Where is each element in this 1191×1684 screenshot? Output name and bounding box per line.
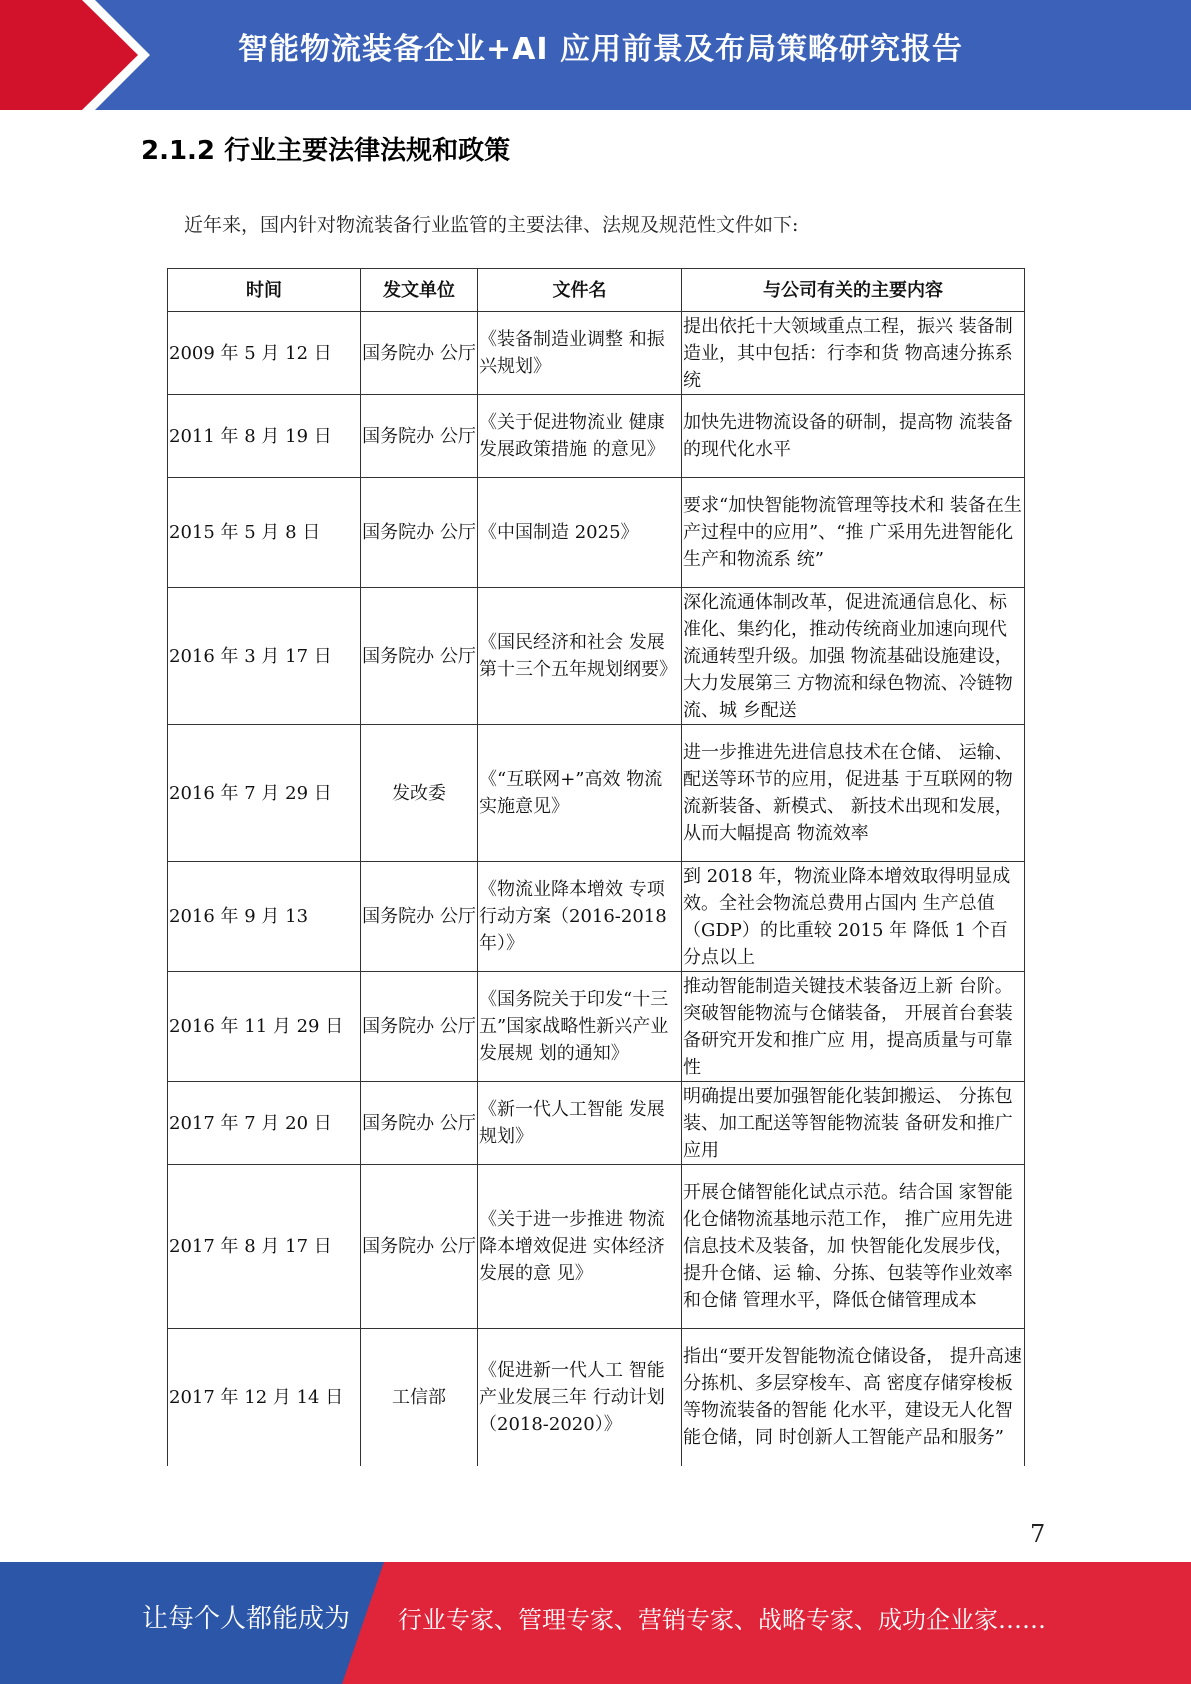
row-date: 2017 年 12 月 14 日 xyxy=(168,1329,361,1466)
row-content: 明确提出要加强智能化装卸搬运、 分拣包装、加工配送等智能物流装 备研发和推广应用 xyxy=(682,1082,1025,1165)
row-document: 《新一代人工智能 发展规划》 xyxy=(478,1082,682,1165)
page-footer xyxy=(0,1562,1191,1684)
row-issuer: 发改委 xyxy=(361,725,478,862)
row-document: 《国民经济和社会 发展第十三个五年规划纲要》 xyxy=(478,588,682,725)
row-content: 要求“加快智能物流管理等技术和 装备在生产过程中的应用”、“推 广采用先进智能化生产和物流系 统” xyxy=(682,478,1025,588)
table-row xyxy=(168,312,1025,395)
row-date: 2016 年 9 月 13 xyxy=(168,862,361,972)
row-document: 《关于促进物流业 健康发展政策措施 的意见》 xyxy=(478,395,682,478)
row-issuer: 国务院办 公厅 xyxy=(361,1165,478,1329)
row-content: 到 2018 年，物流业降本增效取得明显成效。全社会物流总费用占国内 生产总值（GDP）的比重较 2015 年 降低 1 个百分点以上 xyxy=(682,862,1025,972)
row-content: 深化流通体制改革，促进流通信息化、标准化、集约化，推动传统商业加速向现代流通转型升级。加强 物流基础设施建设，大力发展第三 方物流和绿色物流、冷链物流、城 乡配送 xyxy=(682,588,1025,725)
row-document: 《国务院关于印发“十三五”国家战略性新兴产业发展规 划的通知》 xyxy=(478,972,682,1082)
row-issuer: 国务院办 公厅 xyxy=(361,312,478,395)
row-content: 指出“要开发智能物流仓储设备， 提升高速分拣机、多层穿梭车、高 密度存储穿梭板等物流装备的智能 化水平，建设无人化智能仓储，同 时创新人工智能产品和服务” xyxy=(682,1329,1025,1466)
row-issuer: 国务院办 公厅 xyxy=(361,588,478,725)
table-row xyxy=(168,1329,1025,1466)
row-content: 开展仓储智能化试点示范。结合国 家智能化仓储物流基地示范工作， 推广应用先进信息技术及装备，加 快智能化发展步伐，提升仓储、运 输、分拣、包装等作业效率和仓储 管理水平，降低仓储管理成本 xyxy=(682,1165,1025,1329)
row-issuer: 国务院办 公厅 xyxy=(361,395,478,478)
table-row xyxy=(168,1165,1025,1329)
table-row xyxy=(168,725,1025,862)
row-document: 《中国制造 2025》 xyxy=(478,478,682,588)
page-header xyxy=(0,0,1191,110)
row-document: 《物流业降本增效 专项行动方案（2016-2018 年）》 xyxy=(478,862,682,972)
row-document: 《促进新一代人工 智能产业发展三年 行动计划（2018-2020）》 xyxy=(478,1329,682,1466)
table-row xyxy=(168,395,1025,478)
row-date: 2015 年 5 月 8 日 xyxy=(168,478,361,588)
table-header-row xyxy=(168,269,1025,312)
row-content: 加快先进物流设备的研制，提高物 流装备的现代化水平 xyxy=(682,395,1025,478)
row-issuer: 国务院办 公厅 xyxy=(361,478,478,588)
row-date: 2017 年 8 月 17 日 xyxy=(168,1165,361,1329)
row-issuer: 国务院办 公厅 xyxy=(361,972,478,1082)
row-date: 2009 年 5 月 12 日 xyxy=(168,312,361,395)
row-date: 2011 年 8 月 19 日 xyxy=(168,395,361,478)
table-row xyxy=(168,862,1025,972)
header-issuer: 发文单位 xyxy=(361,269,478,312)
header-content: 与公司有关的主要内容 xyxy=(682,269,1025,312)
row-issuer: 工信部 xyxy=(361,1329,478,1466)
report-title: 智能物流装备企业+AI 应用前景及布局策略研究报告 xyxy=(238,32,963,67)
header-date: 时间 xyxy=(168,269,361,312)
row-issuer: 国务院办 公厅 xyxy=(361,1082,478,1165)
page-number: 7 xyxy=(1030,1520,1046,1548)
footer-slogan-right: 行业专家、管理专家、营销专家、战略专家、成功企业家…… xyxy=(398,1606,1046,1634)
table-row xyxy=(168,478,1025,588)
row-document: 《装备制造业调整 和振兴规划》 xyxy=(478,312,682,395)
regulation-table xyxy=(167,268,1025,1466)
row-date: 2016 年 3 月 17 日 xyxy=(168,588,361,725)
section-heading: 2.1.2 行业主要法律法规和政策 xyxy=(141,136,511,166)
row-content: 提出依托十大领域重点工程，振兴 装备制造业，其中包括：行李和货 物高速分拣系统 xyxy=(682,312,1025,395)
row-date: 2016 年 7 月 29 日 xyxy=(168,725,361,862)
row-date: 2016 年 11 月 29 日 xyxy=(168,972,361,1082)
footer-slogan-left: 让每个人都能成为 xyxy=(142,1604,351,1634)
row-issuer: 国务院办 公厅 xyxy=(361,862,478,972)
intro-paragraph: 近年来，国内针对物流装备行业监管的主要法律、法规及规范性文件如下: xyxy=(184,214,799,236)
header-document: 文件名 xyxy=(478,269,682,312)
row-document: 《“互联网+”高效 物流实施意见》 xyxy=(478,725,682,862)
table-row xyxy=(168,588,1025,725)
table-row xyxy=(168,1082,1025,1165)
row-content: 进一步推进先进信息技术在仓储、 运输、配送等环节的应用，促进基 于互联网的物流新装备、新模式、 新技术出现和发展，从而大幅提高 物流效率 xyxy=(682,725,1025,862)
row-content: 推动智能制造关键技术装备迈上新 台阶。突破智能物流与仓储装备， 开展首台套装备研究开发和推广应 用，提高质量与可靠性 xyxy=(682,972,1025,1082)
row-date: 2017 年 7 月 20 日 xyxy=(168,1082,361,1165)
table-row xyxy=(168,972,1025,1082)
row-document: 《关于进一步推进 物流降本增效促进 实体经济发展的意 见》 xyxy=(478,1165,682,1329)
